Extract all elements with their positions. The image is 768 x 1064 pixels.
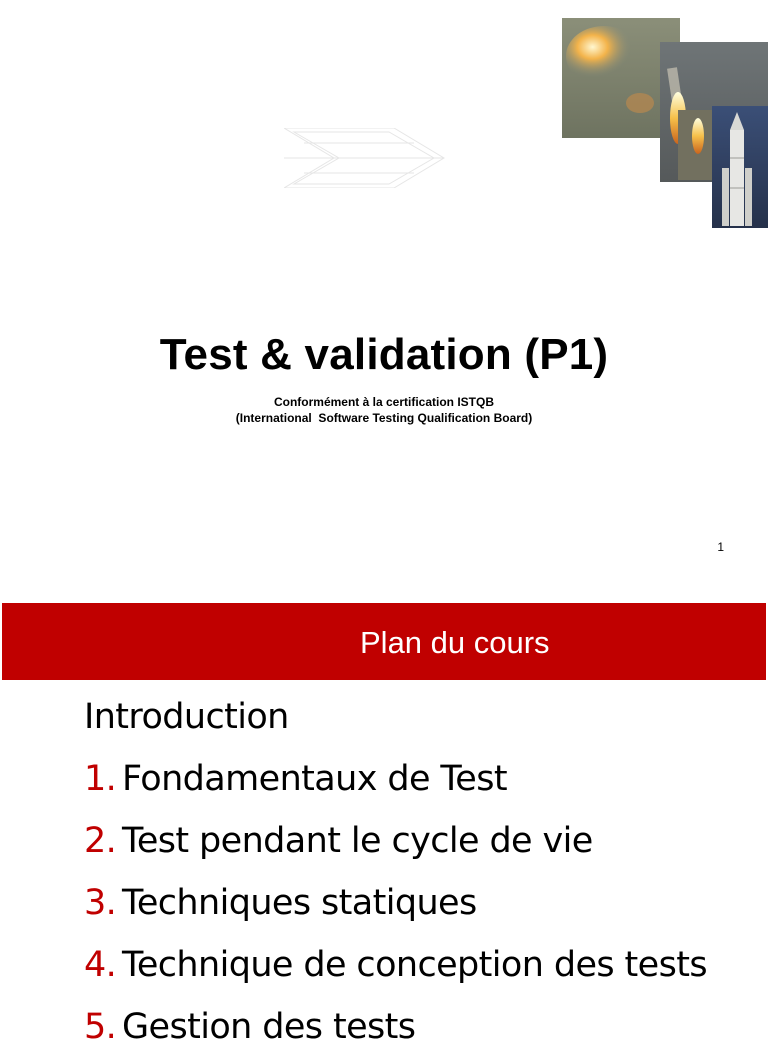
page-subtitle	[0, 394, 768, 426]
list-item-number: 1.	[84, 759, 117, 799]
plan-slide	[0, 580, 768, 1047]
list-item-label: Fondamentaux de Test	[122, 759, 507, 799]
list-item	[84, 1002, 707, 1064]
list-item	[84, 940, 707, 1002]
list-item-label: Introduction	[84, 697, 289, 737]
list-item	[84, 878, 707, 940]
subtitle-line: (International Software Testing Qualification Board)	[235, 411, 533, 425]
plan-list	[84, 692, 707, 1064]
list-item	[84, 754, 707, 816]
list-item-label: Technique de conception des tests	[122, 945, 707, 985]
list-item-number: 5.	[84, 1007, 117, 1047]
list-item	[84, 816, 707, 878]
subtitle-line: Conformément à la certification ISTQB	[273, 395, 495, 409]
list-item-label: Test pendant le cycle de vie	[122, 821, 593, 861]
rocket-photos	[560, 18, 768, 228]
list-item-number: 4.	[84, 945, 117, 985]
list-item-number: 2.	[84, 821, 117, 861]
list-item-label: Techniques statiques	[122, 883, 477, 923]
chevron-arrows-icon	[284, 128, 454, 188]
list-item	[84, 692, 707, 754]
banner-title: Plan du cours	[360, 625, 550, 660]
page-number: 1	[717, 540, 724, 554]
list-item-number: 3.	[84, 883, 117, 923]
page-title: Test & validation (P1)	[159, 330, 609, 379]
list-item-label: Gestion des tests	[122, 1007, 416, 1047]
